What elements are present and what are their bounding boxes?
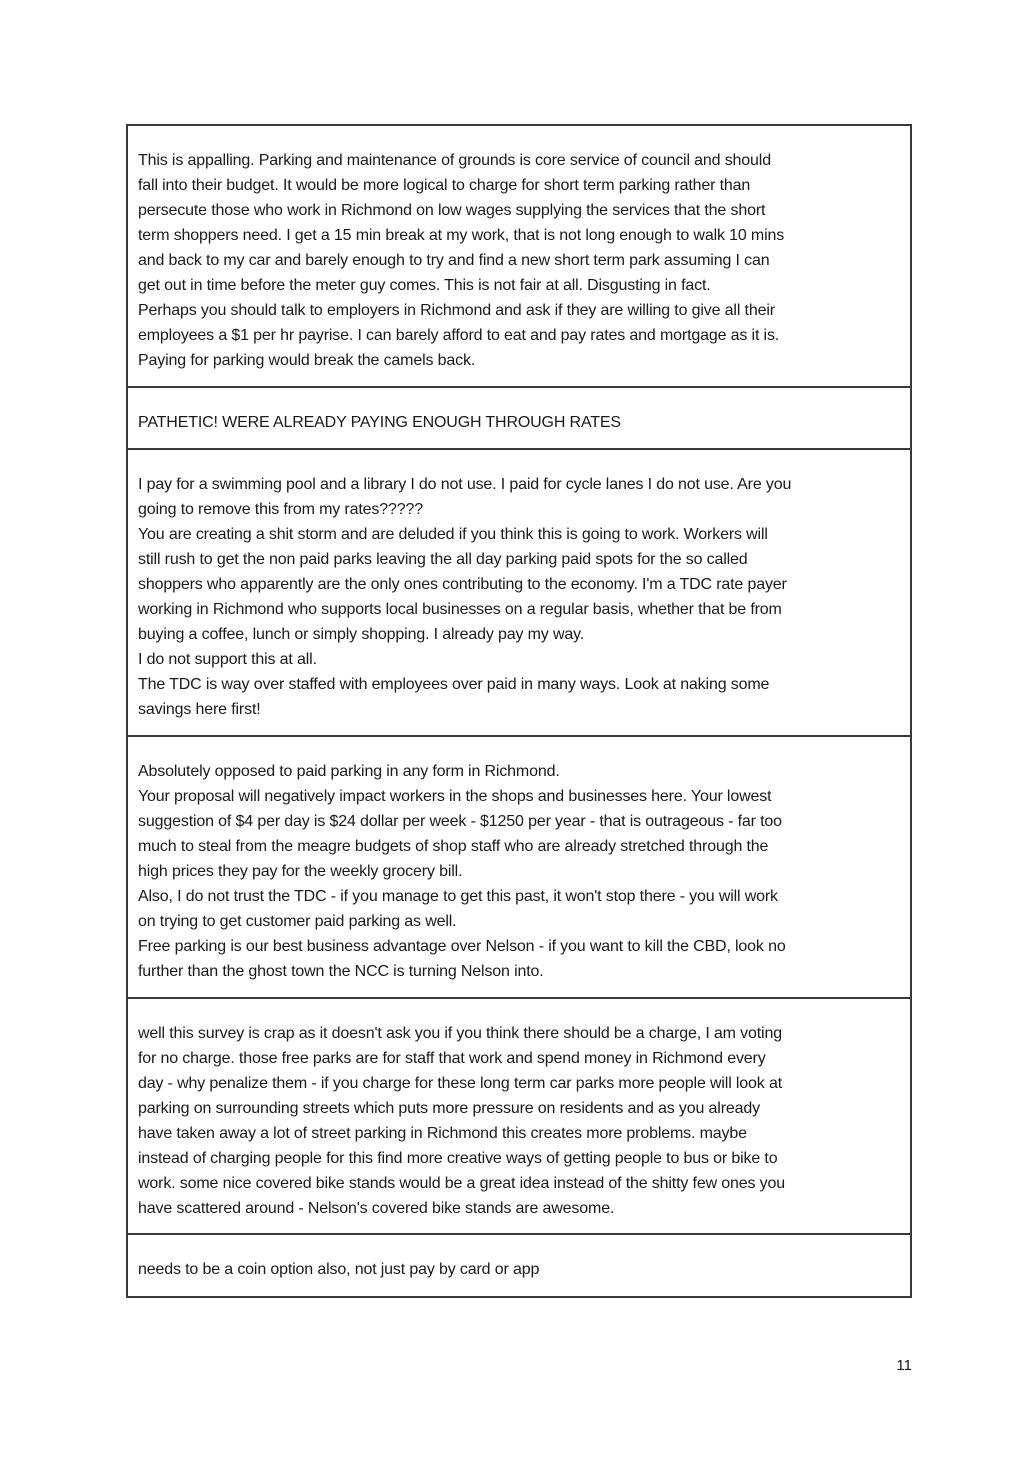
comment-line: Absolutely opposed to paid parking in any form in Richmond. <box>138 763 560 780</box>
comment-line: persecute those who work in Richmond on low wages supplying the services that the short <box>138 202 766 219</box>
comment-row <box>128 737 910 999</box>
comment-line: work. some nice covered bike stands would be a great idea instead of the shitty few ones you <box>138 1175 786 1192</box>
comment-line: needs to be a coin option also, not just pay by card or app <box>138 1261 540 1278</box>
comment-line: high prices they pay for the weekly grocery bill. <box>138 863 463 880</box>
comment-line: fall into their budget. It would be more logical to charge for short term parking rather than <box>138 177 751 194</box>
comment-line: term shoppers need. I get a 15 min break at my work, that is not long enough to walk 10 mins <box>138 227 785 244</box>
comment-line: and back to my car and barely enough to try and find a new short term park assuming I can <box>138 252 770 269</box>
comment-line: suggestion of $4 per day is $24 dollar per week - $1250 per year - that is outrageous - far too <box>138 813 782 830</box>
comment-line: get out in time before the meter guy comes. This is not fair at all. Disgusting in fact. <box>138 277 711 294</box>
comment-line: PATHETIC! WERE ALREADY PAYING ENOUGH THROUGH RATES <box>138 414 621 431</box>
comment-line: I pay for a swimming pool and a library I do not use. I paid for cycle lanes I do not use. Are you <box>138 476 792 493</box>
comment-line: on trying to get customer paid parking as well. <box>138 913 457 930</box>
comment-line: employees a $1 per hr payrise. I can barely afford to eat and pay rates and mortgage as it is. <box>138 327 780 344</box>
comment-line: I do not support this at all. <box>138 651 317 668</box>
page-number: 11 <box>896 1357 912 1374</box>
comment-line: have taken away a lot of street parking in Richmond this creates more problems. maybe <box>138 1125 747 1142</box>
comment-row <box>128 999 910 1235</box>
comment-line: for no charge. those free parks are for staff that work and spend money in Richmond every <box>138 1050 766 1067</box>
comment-line: instead of charging people for this find more creative ways of getting people to bus or bike to <box>138 1150 778 1167</box>
comment-line: The TDC is way over staffed with employees over paid in many ways. Look at naking some <box>138 676 770 693</box>
comment-line: Paying for parking would break the camels back. <box>138 352 476 369</box>
comment-row <box>128 450 910 737</box>
comment-row <box>128 126 910 388</box>
comment-line: still rush to get the non paid parks leaving the all day parking paid spots for the so called <box>138 551 748 568</box>
comment-line: buying a coffee, lunch or simply shopping. I already pay my way. <box>138 626 585 643</box>
comment-line: further than the ghost town the NCC is turning Nelson into. <box>138 963 544 980</box>
comment-line: much to steal from the meagre budgets of shop staff who are already stretched through the <box>138 838 769 855</box>
comment-line: savings here first! <box>138 701 261 718</box>
comment-row <box>128 1235 910 1296</box>
comment-line: parking on surrounding streets which puts more pressure on residents and as you already <box>138 1100 760 1117</box>
comment-line: This is appalling. Parking and maintenance of grounds is core service of council and should <box>138 152 771 169</box>
comment-line: well this survey is crap as it doesn't ask you if you think there should be a charge, I am voting <box>138 1025 782 1042</box>
comment-line: going to remove this from my rates????? <box>138 501 423 518</box>
comment-line: shoppers who apparently are the only ones contributing to the economy. I'm a TDC rate payer <box>138 576 787 593</box>
comment-line: Your proposal will negatively impact workers in the shops and businesses here. Your lowest <box>138 788 772 805</box>
comment-line: Perhaps you should talk to employers in Richmond and ask if they are willing to give all their <box>138 302 775 319</box>
comment-line: day - why penalize them - if you charge for these long term car parks more people will look at <box>138 1075 782 1092</box>
comment-line: have scattered around - Nelson's covered bike stands are awesome. <box>138 1200 615 1217</box>
comment-row <box>128 388 910 450</box>
comment-line: working in Richmond who supports local businesses on a regular basis, whether that be from <box>138 601 782 618</box>
comments-table <box>126 124 912 1298</box>
comment-line: Free parking is our best business advantage over Nelson - if you want to kill the CBD, look no <box>138 938 786 955</box>
comment-line: You are creating a shit storm and are deluded if you think this is going to work. Workers will <box>138 526 768 543</box>
comment-line: Also, I do not trust the TDC - if you manage to get this past, it won't stop there - you will work <box>138 888 778 905</box>
